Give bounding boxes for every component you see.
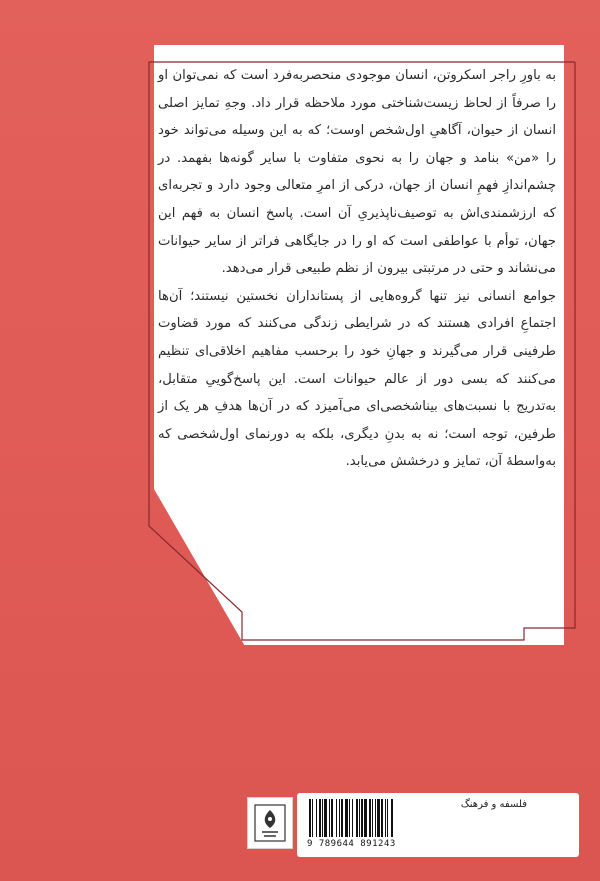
isbn-number: 9 789644 891243 <box>307 839 396 849</box>
barcode-bar <box>375 799 376 837</box>
barcode-area <box>297 793 579 857</box>
barcode-bar <box>381 799 383 837</box>
barcode-bar <box>336 799 337 837</box>
barcode-bar <box>361 799 363 837</box>
barcode-bar <box>391 799 393 837</box>
barcode-bar <box>341 799 343 837</box>
isbn-barcode <box>305 799 445 839</box>
barcode-bar <box>352 799 353 837</box>
barcode-bar <box>312 799 313 837</box>
publisher-emblem-icon <box>252 802 288 844</box>
series-label: فلسفه و فرهنگ <box>460 799 527 810</box>
barcode-bar <box>345 799 348 837</box>
barcode-bar <box>359 799 360 837</box>
barcode-bar <box>369 799 371 837</box>
barcode-bar <box>377 799 380 837</box>
paragraph-2: جوامع انسانی نیز تنها گروه‌هایی از پستانداران نخستین نیستند؛ آن‌ها اجتماعِ افرادی هستند که در شرایطی زندگی می‌کنند که مورد قضاوت طرفینی قرار می‌گیرند و جهانِ خود را برحسب مفاهیم اخلاقی‌ای تنظیم می‌کنند که بسی دور از عالم حیوانات است. این پاسخ‌گوییِ متقابل، به‌تدریج با نسبت‌های بیناشخصی‌ای می‌آمیزد که در آن‌ها هدفِ هر یک از طرفین، توجه است؛ نه به بدنِ دیگری، بلکه به دورنمای اول‌شخصی که به‌واسطهٔ آن، تمایز و درخشش می‌یابد. <box>158 288 556 470</box>
publisher-logo <box>247 797 293 849</box>
barcode-bar <box>339 799 340 837</box>
barcode-bar <box>324 799 327 837</box>
back-cover-text <box>158 62 556 476</box>
barcode-bar <box>319 799 321 837</box>
barcode-bar <box>364 799 367 837</box>
barcode-bar <box>385 799 386 837</box>
barcode-bar <box>372 799 373 837</box>
barcode-bar <box>331 799 333 837</box>
barcode-bar <box>309 799 311 837</box>
barcode-bar <box>316 799 317 837</box>
barcode-bar <box>329 799 330 837</box>
barcode-bar <box>356 799 358 837</box>
barcode-bar <box>349 799 350 837</box>
barcode-bar <box>322 799 323 837</box>
barcode-bar <box>387 799 388 837</box>
paragraph-1: به باورِ راجر اسکروتن، انسان موجودی منحصربه‌فرد است که نمی‌توان او را صرفاً از لحاظ زیست‌شناختی مورد ملاحظه قرار داد. وجهِ تمایز اصلی انسان از حیوان، آگاهیِ اول‌شخص اوست؛ که به این وسیله می‌تواند خود را «من» بنامد و جهان را به نحوی متفاوت با سایر گونه‌ها بفهمد. در چشم‌اندازِ فهمِ انسان از جهان، درکی از امرِ متعالی وجود دارد و تجربه‌ای که ارزشمندی‌اش به توصیف‌ناپذیریِ آن است. پاسخ انسان به فهم این جهان، توأم با عواطفی است که او را در جایگاهی فراتر از سایر حیوانات می‌نشاند و حتی در مرتبتی بیرون از نظم طبیعی قرار می‌دهد. <box>158 68 556 277</box>
